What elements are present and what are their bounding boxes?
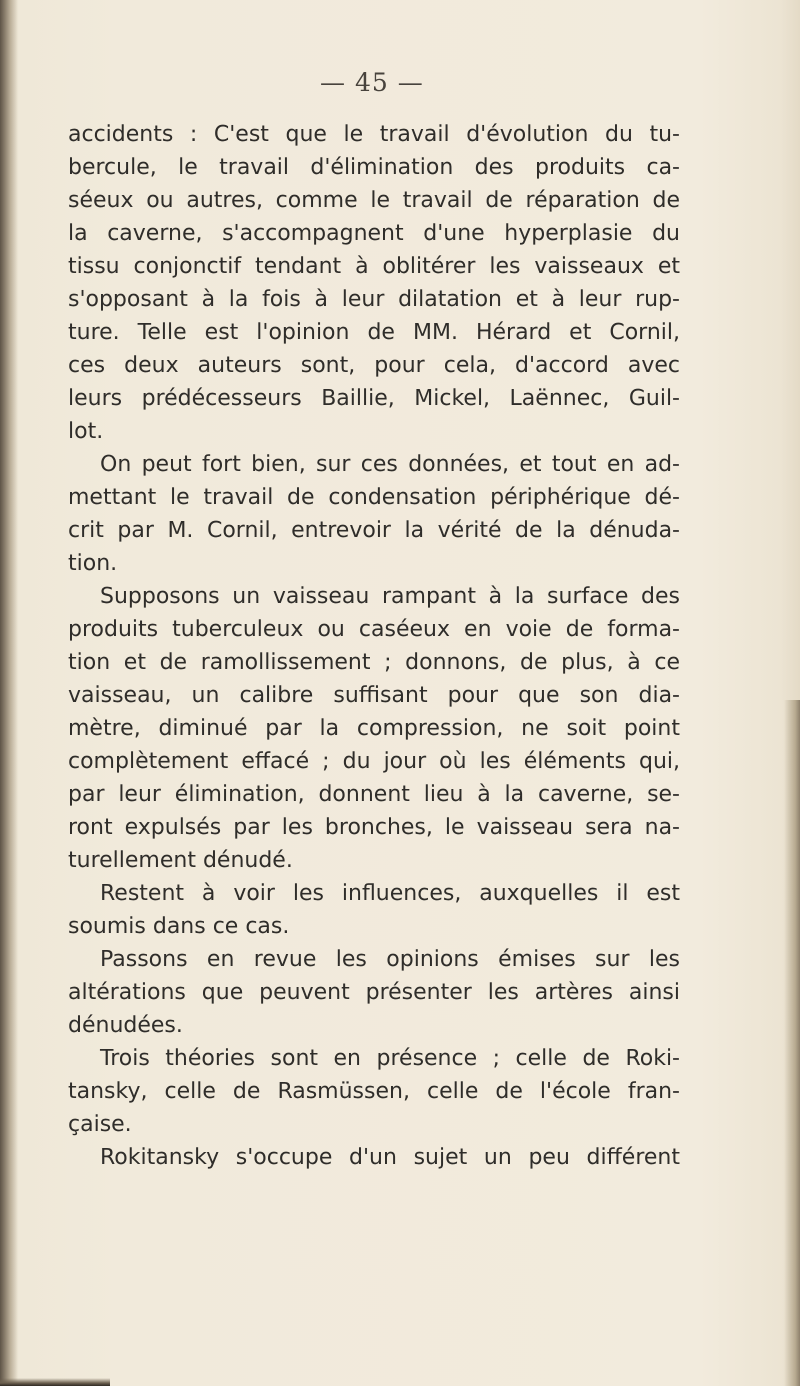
text-line: s'opposant à la fois à leur dilatation et à leur rup- bbox=[68, 287, 680, 312]
text-line: ront expulsés par les bronches, le vaisseau sera na- bbox=[68, 815, 680, 840]
text-line: Restent à voir les influences, auxquelles il est bbox=[100, 881, 680, 906]
text-line: crit par M. Cornil, entrevoir la vérité de la dénuda- bbox=[68, 518, 680, 543]
text-line: altérations que peuvent présenter les artères ainsi bbox=[68, 980, 680, 1005]
text-line: produits tuberculeux ou caséeux en voie de forma- bbox=[68, 617, 680, 642]
text-line: lot. bbox=[68, 419, 104, 444]
text-line: ces deux auteurs sont, pour cela, d'accord avec bbox=[68, 353, 680, 378]
text-line: leurs prédécesseurs Baillie, Mickel, Laënnec, Guil- bbox=[68, 386, 680, 411]
text-line: mettant le travail de condensation périphérique dé- bbox=[68, 485, 680, 510]
text-line: çaise. bbox=[68, 1112, 132, 1137]
text-line: Supposons un vaisseau rampant à la surface des bbox=[100, 584, 680, 609]
text-line: tion et de ramollissement ; donnons, de plus, à ce bbox=[68, 650, 680, 675]
text-line: Passons en revue les opinions émises sur les bbox=[100, 947, 680, 972]
text-line: soumis dans ce cas. bbox=[68, 914, 290, 939]
text-line: dénudées. bbox=[68, 1013, 183, 1038]
text-line: Rokitansky s'occupe d'un sujet un peu différent bbox=[100, 1145, 680, 1170]
text-line: tissu conjonctif tendant à oblitérer les vaisseaux et bbox=[68, 254, 680, 279]
text-line: turellement dénudé. bbox=[68, 848, 293, 873]
text-line: tansky, celle de Rasmüssen, celle de l'école fran- bbox=[68, 1079, 680, 1104]
text-line: complètement effacé ; du jour où les éléments qui, bbox=[68, 749, 680, 774]
text-line: ture. Telle est l'opinion de MM. Hérard et Cornil, bbox=[68, 320, 680, 345]
page-number: — 45 — bbox=[320, 68, 424, 97]
text-line: par leur élimination, donnent lieu à la caverne, se- bbox=[68, 782, 680, 807]
text-line: la caverne, s'accompagnent d'une hyperplasie du bbox=[68, 221, 680, 246]
text-line: mètre, diminué par la compression, ne soit point bbox=[68, 716, 680, 741]
text-line: bercule, le travail d'élimination des produits ca- bbox=[68, 155, 680, 180]
text-line: tion. bbox=[68, 551, 118, 576]
text-line: On peut fort bien, sur ces données, et tout en ad- bbox=[100, 452, 680, 477]
text-line: séeux ou autres, comme le travail de réparation de bbox=[68, 188, 680, 213]
text-line: accidents : C'est que le travail d'évolution du tu- bbox=[68, 122, 680, 147]
text-line: vaisseau, un calibre suffisant pour que son dia- bbox=[68, 683, 680, 708]
text-line: Trois théories sont en présence ; celle de Roki- bbox=[100, 1046, 680, 1071]
